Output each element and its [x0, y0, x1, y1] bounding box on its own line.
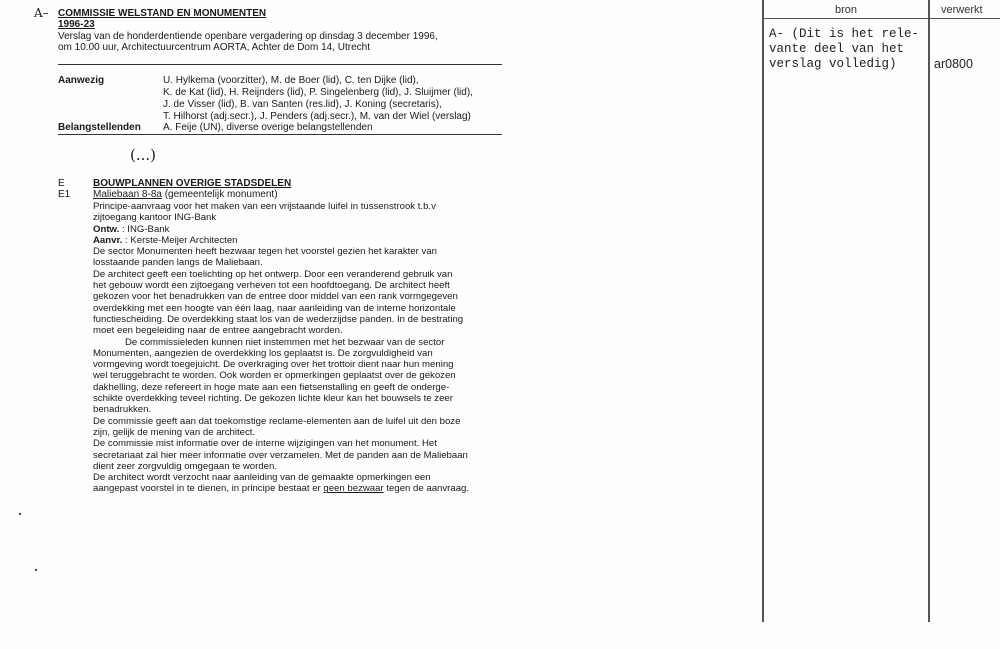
paragraph-line: losstaande panden langs de Maliebaan.	[93, 257, 263, 269]
conclusion-pre: aangepast voorstel in te dienen, in principe bestaat er	[93, 483, 324, 495]
paragraph-line: De architect geeft een toelichting op het ontwerp. Door een veranderend gebruik van	[93, 268, 453, 280]
designer-label: Ontw.	[93, 223, 120, 235]
attendance-divider	[58, 134, 502, 135]
item-body	[93, 201, 503, 495]
paragraph-line: moet een begeleiding naar de entree aangebracht worden.	[93, 325, 343, 337]
scan-speck	[19, 513, 21, 515]
paragraph-line: De commissieleden kunnen niet instemmen met het bezwaar van de sector	[93, 336, 445, 348]
document-number: 1996-23	[58, 19, 95, 30]
table-left-border	[762, 0, 764, 622]
present-label: Aanwezig	[58, 75, 105, 86]
present-line-1: U. Hylkema (voorzitter), M. de Boer (lid), C. ten Dijke (lid),	[163, 75, 419, 86]
applicant-line	[93, 235, 503, 246]
column-header-source: bron	[835, 4, 858, 16]
section-title: BOUWPLANNEN OVERIGE STADSDELEN	[93, 178, 292, 189]
paragraph-line: benadrukken.	[93, 404, 152, 416]
paragraph-line: overdekking met een hoogte van één laag, naar aanleiding van de interne horizontale	[93, 302, 456, 314]
item-paragraphs	[93, 246, 503, 483]
paragraph-line: De commissie mist informatie over de interne wijzigingen van het monument. Het	[93, 438, 437, 450]
applicant-label: Aanvr.	[93, 234, 123, 246]
conclusion-post: tegen de aanvraag.	[383, 483, 470, 495]
paragraph-line: het gebouw wordt een zijtoegang verheven tot een hoofdtoegang. De architect heeft	[93, 280, 450, 292]
source-note-line: verslag volledig)	[769, 57, 897, 71]
source-note	[769, 27, 919, 72]
conclusion-line	[93, 483, 503, 494]
applicant-value: : Kerste-Meijer Architecten	[122, 234, 238, 246]
paragraph-line: vormgeving wordt toegejuicht. De overkraging over het trottoir dient naar hun mening	[93, 359, 454, 371]
item-address: Maliebaan 8-8a	[93, 189, 162, 200]
item-code: E1	[58, 189, 71, 200]
conclusion-no-objection: geen bezwaar	[323, 483, 384, 495]
item-line: zijtoegang kantoor ING-Bank	[93, 212, 217, 224]
source-note-line: vante deel van het	[769, 42, 905, 56]
document-marker: A–	[34, 6, 49, 20]
designer-line	[93, 224, 503, 235]
scan-speck	[35, 569, 37, 571]
present-line-4: T. Hilhorst (adj.secr.), J. Penders (adj.secr.), M. van der Wiel (verslag)	[163, 111, 471, 122]
paragraph-line: dakhelling, deze refereert in hoge mate aan een fietsenstalling en geeft de onderge-	[93, 381, 450, 393]
intro-line-2: om 10.00 uur, Architectuurcentrum AORTA, Achter de Dom 14, Utrecht	[58, 42, 370, 53]
paragraph-line: schikte overdekking teveel richting. De gekozen lichte kleur kan het bouwsels te zeer	[93, 393, 453, 405]
paragraph-line: De commissie geeft aan dat toekomstige reclame-elementen aan de luifel uit den boze	[93, 415, 461, 427]
designer-value: : ING-Bank	[119, 223, 170, 235]
ellipsis-omission: (...)	[130, 146, 157, 164]
document-title: COMMISSIE WELSTAND EN MONUMENTEN	[58, 8, 267, 19]
paragraph-line: wel teruggebracht te worden. Ook worden er opmerkingen geplaatst over de gekozen	[93, 370, 456, 382]
paragraph-line: secretariaat zal hier meer informatie over verzamelen. Met de panden aan de Maliebaan	[93, 449, 468, 461]
source-note-line: A- (Dit is het rele-	[769, 27, 920, 41]
stakeholders-line: A. Feije (UN), diverse overige belangstellenden	[163, 122, 373, 133]
paragraph-line: gekozen voor het benadrukken van de entree door middel van een rank vormgegeven	[93, 291, 458, 303]
present-line-2: K. de Kat (lid), H. Reijnders (lid), P. Singelenberg (lid), J. Sluijmer (lid),	[163, 87, 473, 98]
item-line: Principe-aanvraag voor het maken van een vrijstaande luifel in tussenstrook t.b.v	[93, 201, 436, 212]
paragraph-line: De architect wordt verzocht naar aanleiding van de gemaakte opmerkingen een	[93, 472, 431, 484]
header-divider	[58, 64, 502, 65]
processed-code: ar0800	[934, 57, 973, 71]
paragraph-line: functiescheiding. De overdekking staat los van de wederzijdse panden. In de bestrating	[93, 313, 464, 325]
column-header-processed: verwerkt	[941, 4, 983, 16]
item-address-note: (gemeentelijk monument)	[161, 189, 278, 200]
paragraph-line: De sector Monumenten heeft bezwaar tegen het voorstel gezien het karakter van	[93, 246, 437, 258]
item-heading	[93, 189, 278, 200]
paragraph-line: zijn, gelijk de mening van de architect.	[93, 426, 256, 438]
section-code: E	[58, 178, 65, 189]
table-column-divider	[928, 0, 930, 622]
paragraph-line: dient zeer zorgvuldig omgegaan te worden.	[93, 460, 277, 472]
stakeholders-label: Belangstellenden	[58, 122, 141, 133]
intro-line-1: Verslag van de honderdentiende openbare vergadering op dinsdag 3 december 1996,	[58, 31, 438, 42]
present-line-3: J. de Visser (lid), B. van Santen (res.lid), J. Koning (secretaris),	[163, 99, 442, 110]
table-header-divider	[762, 18, 1000, 19]
paragraph-line: Monumenten, aangezien de overdekking los geplaatst is. De zorgvuldigheid van	[93, 347, 433, 359]
